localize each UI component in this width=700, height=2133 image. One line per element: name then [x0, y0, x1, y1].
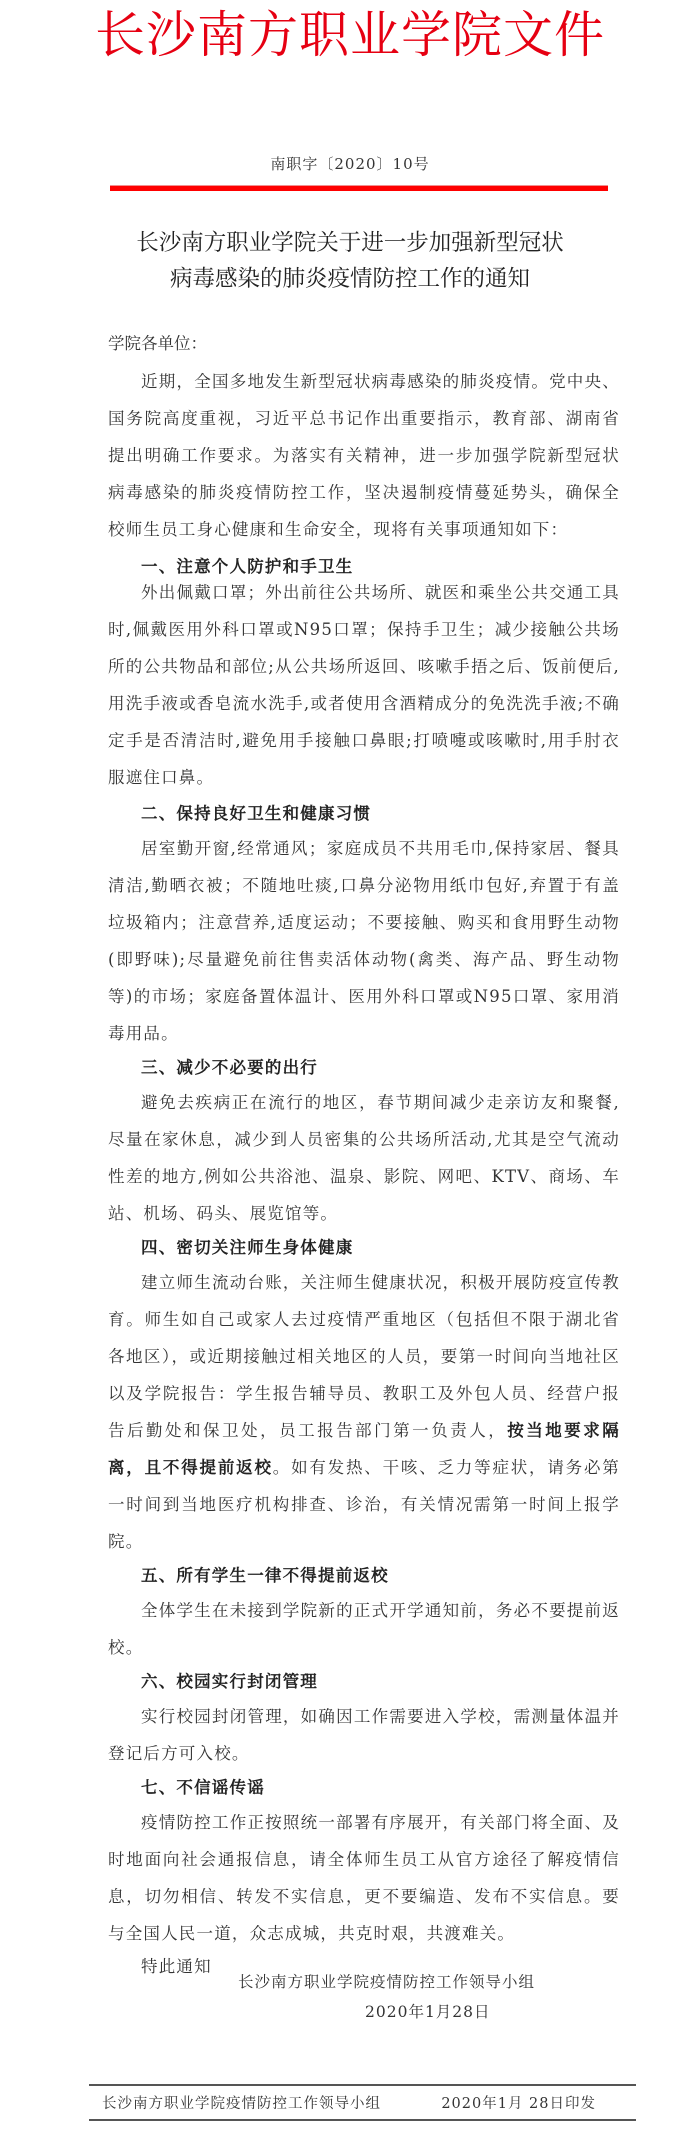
footer-top-rule — [89, 2084, 636, 2086]
section-heading: 七、不信谣传谣 — [141, 1778, 265, 1797]
section-text-after-emphasis: 。如有发热、干咳、乏力等症状，请务必第一时间到当地医疗机构排查、诊治，有关情况需第一时间上报学院。 — [108, 1458, 620, 1551]
section-4 — [108, 1232, 620, 1560]
red-header-divider — [110, 185, 608, 191]
section-heading: 二、保持良好卫生和健康习惯 — [141, 804, 372, 823]
notice-title-line-1: 长沙南方职业学院关于进一步加强新型冠状 — [136, 230, 564, 256]
signature-organization: 长沙南方职业学院疫情防控工作领导小组 — [238, 1973, 536, 1991]
closing-remark: 特此通知 — [141, 1957, 212, 1976]
section-7 — [108, 1772, 620, 1952]
section-paragraph: 实行校园封闭管理，如确因工作需要进入学校，需测量体温并登记后方可入校。 — [108, 1707, 620, 1763]
document-number: 南职字〔2020〕10号 — [270, 155, 430, 173]
emphasized-quarantine-requirement: 按当地要求隔离，且不得提前返校 — [108, 1421, 621, 1477]
salutation: 学院各单位： — [108, 334, 207, 353]
signature-date: 2020年1月28日 — [365, 2003, 491, 2021]
section-5 — [108, 1560, 620, 1666]
intro-paragraph: 近期，全国多地发生新型冠状病毒感染的肺炎疫情。党中央、国务院高度重视，习近平总书记作出重要指示，教育部、湖南省提出明确工作要求。为落实有关精神，进一步加强学院新型冠状病毒感染的肺炎疫情防控工作，坚决遏制疫情蔓延势头，确保全校师生员工身心健康和生命安全，现将有关事项通知如下： — [108, 372, 620, 539]
section-1 — [108, 554, 620, 796]
section-3 — [108, 1052, 620, 1232]
notice-title-line-2: 病毒感染的肺炎疫情防控工作的通知 — [169, 266, 530, 292]
section-6 — [108, 1666, 620, 1772]
section-paragraph: 外出佩戴口罩；外出前往公共场所、就医和乘坐公共交通工具时,佩戴医用外科口罩或N95口罩；保持手卫生；减少接触公共场所的公共物品和部位;从公共场所返回、咳嗽手捂之后、饭前便后,用洗手液或香皂流水洗手,或者使用含酒精成分的免洗洗手液;不确定手是否清洁时,避免用手接触口鼻眼;打喷嚏或咳嗽时,用手肘衣服遮住口鼻。 — [108, 583, 620, 787]
section-paragraph — [108, 1264, 620, 1560]
document-header-title: 长沙南方职业学院文件 — [95, 6, 605, 64]
section-text-before-emphasis: 建立师生流动台账，关注师生健康状况，积极开展防疫宣传教育。师生如自己或家人去过疫情严重地区（包括但不限于湖北省各地区），或近期接触过相关地区的人员，要第一时间向当地社区以及学院报告：学生报告辅导员、教职工及外包人员、经营户报告后勤处和保卫处，员工报告部门第一负责人， — [108, 1273, 620, 1440]
section-heading: 三、减少不必要的出行 — [141, 1058, 318, 1077]
section-heading: 五、所有学生一律不得提前返校 — [141, 1566, 389, 1585]
section-heading: 一、注意个人防护和手卫生 — [141, 557, 354, 576]
notice-body — [108, 333, 620, 1982]
footer-bottom-rule — [89, 2119, 636, 2121]
footer-organization: 长沙南方职业学院疫情防控工作领导小组 — [102, 2096, 381, 2112]
section-paragraph: 居室勤开窗,经常通风；家庭成员不共用毛巾,保持家居、餐具清洁,勤晒衣被；不随地吐痰,口鼻分泌物用纸巾包好,弃置于有盖垃圾箱内；注意营养,适度运动；不要接触、购买和食用野生动物(即野味);尽量避免前往售卖活体动物(禽类、海产品、野生动物等)的市场；家庭备置体温计、医用外科口罩或N95口罩、家用消毒用品。 — [108, 839, 620, 1043]
footer-issuance-line — [102, 2092, 622, 2113]
section-paragraph: 全体学生在未接到学院新的正式开学通知前，务必不要提前返校。 — [108, 1601, 620, 1657]
section-heading: 四、密切关注师生身体健康 — [141, 1238, 354, 1257]
section-2 — [108, 798, 620, 1052]
section-paragraph: 疫情防控工作正按照统一部署有序展开，有关部门将全面、及时地面向社会通报信息，请全体师生员工从官方途径了解疫情信息，切勿相信、转发不实信息，更不要编造、发布不实信息。要与全国人民一道，众志成城，共克时艰，共渡难关。 — [108, 1813, 620, 1943]
section-paragraph: 避免去疾病正在流行的地区，春节期间减少走亲访友和聚餐,尽量在家休息，减少到人员密集的公共场所活动,尤其是空气流动性差的地方,例如公共浴池、温泉、影院、网吧、KTV、商场、车站、机场、码头、展览馆等。 — [108, 1093, 620, 1223]
footer-issue-date: 2020年1月 28日印发 — [441, 2096, 596, 2112]
section-heading: 六、校园实行封闭管理 — [141, 1672, 318, 1691]
notice-title — [0, 225, 700, 297]
